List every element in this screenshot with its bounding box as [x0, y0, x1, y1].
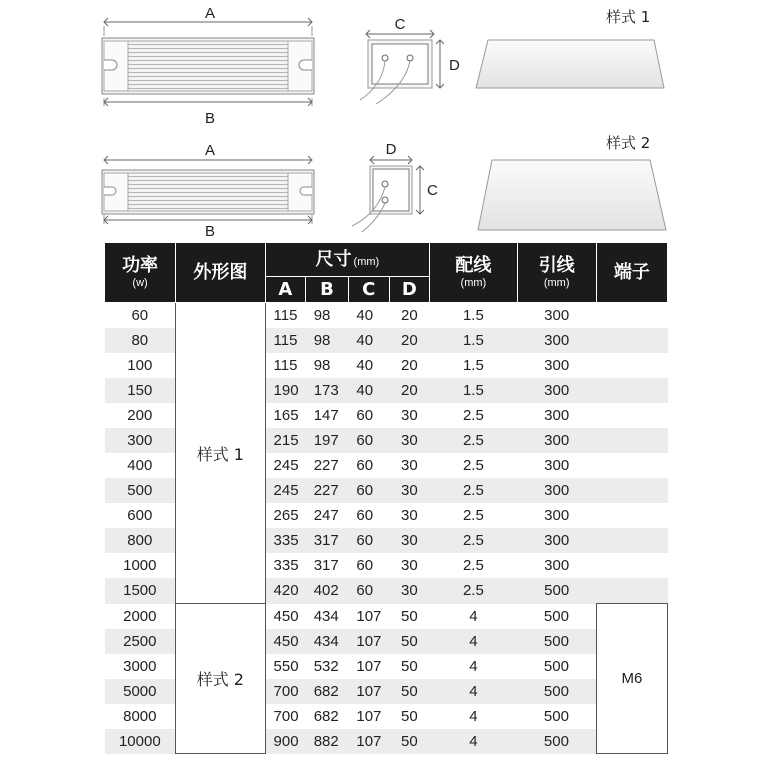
- size-c-cell: 60: [348, 428, 389, 453]
- style1-end-view: [360, 16, 460, 104]
- dim-label-d-2: D: [385, 141, 397, 158]
- style1-top-view: [102, 5, 314, 127]
- dim-label-b-2: B: [204, 223, 216, 240]
- size-d-cell: 30: [400, 557, 418, 574]
- size-b-cell: 227: [306, 478, 349, 503]
- size-c-cell: 107: [356, 657, 382, 675]
- size-c-cell: 40: [356, 357, 374, 374]
- style2-end-view: [352, 141, 438, 232]
- size-d-cell: 50: [400, 657, 418, 675]
- size-c-cell: 60: [348, 578, 389, 604]
- lead-cell: 300: [517, 478, 596, 503]
- dim-label-a-2: A: [204, 142, 216, 159]
- terminal-cell: [596, 328, 667, 353]
- size-d-cell: 50: [389, 729, 430, 754]
- terminal-cell: [596, 503, 667, 528]
- size-d-cell: 50: [400, 707, 418, 725]
- style2-label: 样式 2: [606, 134, 651, 152]
- size-d-cell: 30: [400, 507, 418, 524]
- size-d-cell: 30: [400, 407, 418, 424]
- size-c-cell: 60: [356, 457, 374, 474]
- size-b-cell: 197: [306, 428, 349, 453]
- wire-cell: 4: [469, 657, 478, 675]
- header-lead-label: 引线: [538, 255, 575, 277]
- diagram-area: [0, 0, 760, 240]
- wire-cell: 2.5: [430, 428, 517, 453]
- size-c-cell: 60: [356, 507, 374, 524]
- header-shape: [176, 243, 265, 303]
- power-cell: 2000: [123, 607, 157, 625]
- size-a-cell: 700: [273, 707, 299, 725]
- wire-cell: 1.5: [430, 378, 517, 403]
- size-c-cell: 60: [348, 528, 389, 553]
- dim-label-d: D: [449, 57, 460, 74]
- terminal-cell: [596, 428, 667, 453]
- size-c-cell: 107: [348, 629, 389, 654]
- style2-top-view: [102, 142, 314, 240]
- style1-label: 样式 1: [606, 8, 651, 26]
- power-cell: 500: [105, 478, 176, 503]
- size-b-cell: 98: [313, 357, 331, 374]
- lead-cell: 300: [544, 507, 570, 524]
- shape-cell-style2: 样式 2: [176, 604, 265, 754]
- dim-label-a: A: [204, 5, 216, 22]
- size-a-cell: 245: [273, 457, 299, 474]
- power-cell: 10000: [105, 729, 176, 754]
- wire-cell: 1.5: [430, 328, 517, 353]
- size-a-cell: 115: [273, 307, 298, 324]
- header-power-label: 功率: [122, 255, 159, 277]
- wire-cell: 2.5: [462, 407, 484, 424]
- header-terminal-label: 端子: [613, 261, 650, 283]
- terminal-cell: [596, 478, 667, 503]
- header-lead: [517, 243, 596, 303]
- header-terminal: [596, 243, 667, 303]
- size-c-cell: 40: [348, 328, 389, 353]
- wire-cell: 2.5: [430, 478, 517, 503]
- dim-label-c-2: C: [427, 182, 438, 199]
- power-cell: 60: [131, 307, 149, 324]
- lead-cell: 300: [544, 357, 570, 374]
- lead-cell: 500: [517, 729, 596, 754]
- header-wire: [430, 243, 517, 303]
- spec-table-body: [105, 303, 668, 754]
- size-a-cell: 550: [273, 657, 299, 675]
- size-a-cell: 450: [273, 607, 299, 625]
- power-cell: 800: [105, 528, 176, 553]
- size-a-cell: 115: [265, 328, 306, 353]
- size-a-cell: 165: [273, 407, 299, 424]
- size-d-cell: 50: [400, 607, 418, 625]
- size-d-cell: 20: [400, 307, 418, 324]
- size-d-cell: 20: [389, 328, 430, 353]
- size-b-cell: 434: [313, 607, 339, 625]
- dim-label-b: B: [204, 110, 216, 127]
- size-d-cell: 50: [389, 679, 430, 704]
- wire-cell: 4: [430, 629, 517, 654]
- power-cell: 8000: [123, 707, 157, 725]
- power-cell: 80: [105, 328, 176, 353]
- style1-plate-view: [476, 8, 664, 88]
- power-cell: 5000: [105, 679, 176, 704]
- lead-cell: 300: [544, 557, 570, 574]
- wire-cell: 2.5: [430, 578, 517, 604]
- lead-cell: 500: [517, 679, 596, 704]
- size-d-cell: 30: [389, 578, 430, 604]
- header-lead-unit: (mm): [543, 276, 570, 289]
- wire-cell: 2.5: [462, 557, 484, 574]
- wire-cell: 1.5: [462, 357, 484, 374]
- size-a-cell: 335: [265, 528, 306, 553]
- lead-cell: 300: [517, 528, 596, 553]
- wire-cell: 4: [430, 679, 517, 704]
- size-c-cell: 60: [356, 557, 374, 574]
- header-size-d: D: [389, 277, 430, 303]
- lead-cell: 300: [517, 378, 596, 403]
- terminal-cell: [596, 578, 667, 604]
- table-row: [105, 303, 668, 329]
- header-size-a: A: [265, 277, 306, 303]
- size-c-cell: 107: [356, 607, 382, 625]
- size-d-cell: 30: [400, 457, 418, 474]
- dim-label-c: C: [394, 16, 406, 33]
- size-c-cell: 40: [356, 307, 374, 324]
- power-cell: 150: [105, 378, 176, 403]
- power-cell: 300: [105, 428, 176, 453]
- size-c-cell: 107: [356, 707, 382, 725]
- lead-cell: 300: [517, 328, 596, 353]
- lead-cell: 300: [544, 407, 570, 424]
- size-d-cell: 20: [389, 378, 430, 403]
- size-c-cell: 60: [356, 407, 374, 424]
- size-a-cell: 900: [265, 729, 306, 754]
- wire-cell: 1.5: [462, 307, 484, 324]
- style2-plate-view: [478, 134, 666, 230]
- power-cell: 2500: [105, 629, 176, 654]
- size-b-cell: 434: [306, 629, 349, 654]
- size-a-cell: 450: [265, 629, 306, 654]
- size-a-cell: 265: [273, 507, 299, 524]
- table-row: [105, 604, 668, 629]
- size-c-cell: 107: [348, 679, 389, 704]
- power-cell: 1000: [123, 557, 157, 574]
- terminal-cell: [596, 378, 667, 403]
- wire-cell: 4: [430, 729, 517, 754]
- header-power: [105, 243, 176, 303]
- size-c-cell: 40: [348, 378, 389, 403]
- lead-cell: 300: [544, 307, 570, 324]
- lead-cell: 300: [544, 457, 570, 474]
- size-b-cell: 402: [306, 578, 349, 604]
- size-b-cell: 98: [313, 307, 331, 324]
- terminal-cell: [596, 453, 667, 478]
- wire-cell: 4: [469, 607, 478, 625]
- power-cell: 400: [127, 457, 153, 474]
- lead-cell: 500: [543, 707, 569, 725]
- size-b-cell: 227: [313, 457, 339, 474]
- power-cell: 3000: [123, 657, 157, 675]
- size-b-cell: 247: [313, 507, 339, 524]
- size-a-cell: 700: [265, 679, 306, 704]
- power-cell: 1500: [105, 578, 176, 604]
- header-size-label: 尺寸: [315, 248, 352, 270]
- wire-cell: 2.5: [462, 507, 484, 524]
- size-d-cell: 50: [389, 629, 430, 654]
- terminal-cell: [596, 403, 667, 428]
- terminal-cell: [596, 353, 667, 378]
- header-wire-unit: (mm): [460, 276, 487, 289]
- header-size-b: B: [306, 277, 349, 303]
- size-c-cell: 60: [348, 478, 389, 503]
- header-power-unit: (w): [132, 276, 148, 289]
- size-b-cell: 317: [313, 557, 339, 574]
- size-b-cell: 532: [313, 657, 339, 675]
- lead-cell: 500: [543, 657, 569, 675]
- wire-cell: 4: [469, 707, 478, 725]
- size-a-cell: 245: [265, 478, 306, 503]
- size-a-cell: 335: [273, 557, 299, 574]
- terminal-cell: [596, 553, 667, 578]
- size-b-cell: 682: [313, 707, 339, 725]
- size-b-cell: 98: [306, 328, 349, 353]
- lead-cell: 500: [517, 629, 596, 654]
- header-wire-label: 配线: [455, 255, 492, 277]
- terminal-cell: [596, 528, 667, 553]
- power-cell: 600: [127, 507, 153, 524]
- size-a-cell: 115: [273, 357, 298, 374]
- size-b-cell: 882: [306, 729, 349, 754]
- size-d-cell: 20: [400, 357, 418, 374]
- header-size-c: C: [348, 277, 389, 303]
- size-b-cell: 317: [306, 528, 349, 553]
- lead-cell: 500: [517, 578, 596, 604]
- size-d-cell: 30: [389, 478, 430, 503]
- product-diagrams: [0, 0, 760, 240]
- size-b-cell: 173: [306, 378, 349, 403]
- spec-table: [104, 242, 668, 754]
- size-a-cell: 420: [265, 578, 306, 604]
- shape-cell-style1: 样式 1: [176, 303, 265, 604]
- size-a-cell: 190: [265, 378, 306, 403]
- size-d-cell: 30: [389, 528, 430, 553]
- wire-cell: 2.5: [430, 528, 517, 553]
- terminal-cell-m6: M6: [596, 604, 667, 754]
- size-d-cell: 30: [389, 428, 430, 453]
- header-size: [265, 243, 430, 277]
- size-c-cell: 107: [348, 729, 389, 754]
- wire-cell: 2.5: [462, 457, 484, 474]
- terminal-cell: [596, 303, 667, 329]
- header-size-unit: (mm): [353, 255, 380, 268]
- lead-cell: 300: [517, 428, 596, 453]
- header-shape-label: 外形图: [193, 261, 248, 283]
- size-b-cell: 147: [313, 407, 339, 424]
- size-b-cell: 682: [306, 679, 349, 704]
- power-cell: 100: [127, 357, 153, 374]
- size-a-cell: 215: [265, 428, 306, 453]
- power-cell: 200: [127, 407, 153, 424]
- lead-cell: 500: [543, 607, 569, 625]
